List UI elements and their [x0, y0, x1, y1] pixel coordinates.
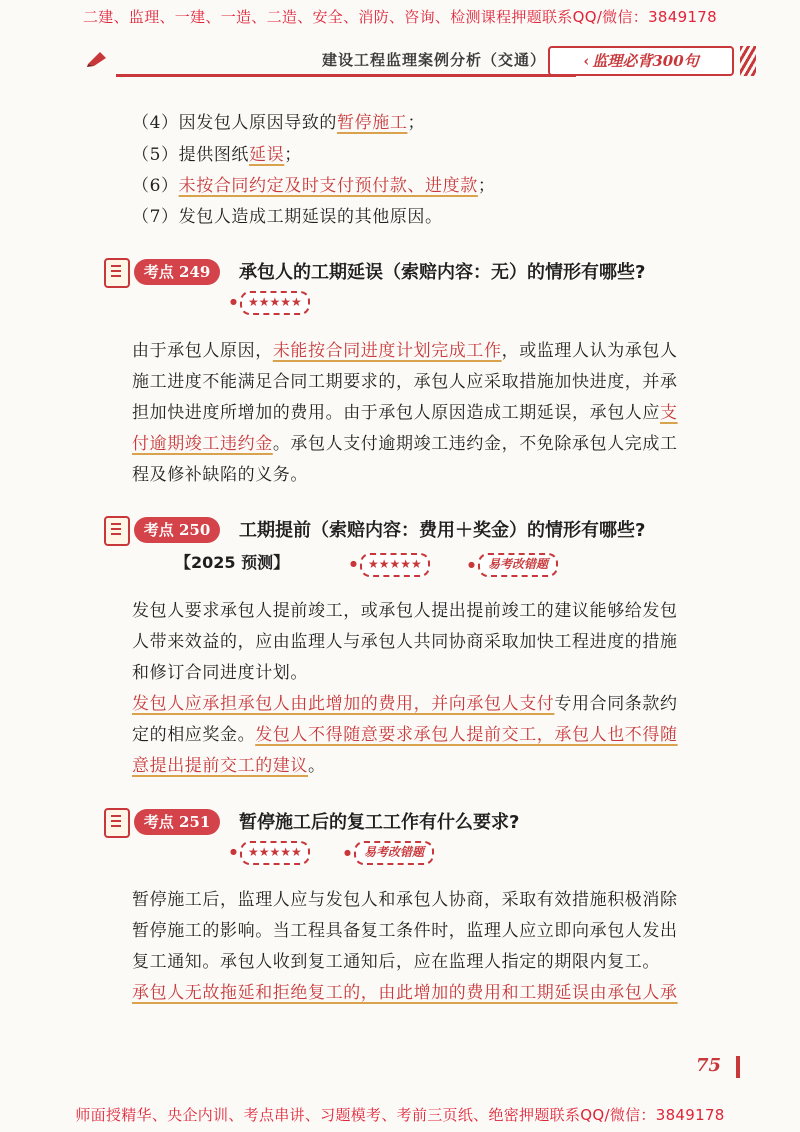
- key-point-badge: 考点 249: [134, 259, 220, 285]
- header-rule: [116, 74, 576, 77]
- paragraph-line: 人带来效益的，应由监理人与承包人共同协商采取加快工程进度的措施: [132, 632, 678, 652]
- importance-stars: ● ★★★★★: [360, 553, 430, 577]
- section-tag-label: 监理必背300句: [592, 52, 699, 70]
- paragraph-line: 和修订合同进度计划。: [132, 663, 308, 683]
- page-header: [86, 46, 746, 78]
- key-point-question: 暂停施工后的复工工作有什么要求?: [239, 812, 520, 833]
- page-number: 75: [696, 1055, 722, 1076]
- bottom-banner: 师面授精华、央企内训、考点串讲、习题模考、考前三页纸、绝密押题联系QQ/微信：3849178: [75, 1106, 725, 1124]
- prediction-tag: 【2025 预测】: [175, 553, 290, 572]
- pen-icon: [86, 50, 110, 68]
- paragraph-line: 暂停施工的影响。当工程具备复工条件时，监理人应立即向承包人发出: [132, 921, 678, 941]
- key-point-badge: 考点 251: [134, 809, 220, 835]
- header-stripes: [740, 46, 756, 76]
- notebook-icon: [104, 808, 130, 838]
- error-prone-tag: ● 易考改错题: [354, 841, 434, 865]
- notebook-icon: [104, 258, 130, 288]
- importance-stars: ● ★★★★★: [240, 841, 310, 865]
- paragraph-line: 付逾期竣工违约金。承包人支付逾期竣工违约金，不免除承包人完成工: [132, 434, 678, 454]
- chevron-left-icon: ‹: [583, 52, 590, 70]
- page-number-bar: [736, 1056, 740, 1078]
- list-item: （6）未按合同约定及时支付预付款、进度款；: [132, 176, 496, 196]
- paragraph-line: 发包人要求承包人提前竣工，或承包人提出提前竣工的建议能够给发包: [132, 601, 678, 621]
- book-title: 建设工程监理案例分析（交通）: [321, 51, 546, 69]
- paragraph-line: 复工通知。承包人收到复工通知后，应在监理人指定的期限内复工。: [132, 952, 660, 972]
- key-point-question: 工期提前（索赔内容：费用＋奖金）的情形有哪些?: [239, 520, 646, 541]
- paragraph-line: 由于承包人原因，未能按合同进度计划完成工作，或监理人认为承包人: [132, 341, 678, 361]
- paragraph-line: 承包人无故拖延和拒绝复工的，由此增加的费用和工期延误由承包人承: [132, 983, 678, 1003]
- top-banner: 二建、监理、一建、一造、二造、安全、消防、咨询、检测课程押题联系QQ/微信：3849178: [83, 8, 717, 26]
- importance-stars: ● ★★★★★: [240, 291, 310, 315]
- section-tag: [548, 46, 734, 76]
- paragraph-line: 担加快进度所增加的费用。由于承包人原因造成工期延误，承包人应支: [132, 403, 678, 423]
- notebook-icon: [104, 516, 130, 546]
- key-point-badge: 考点 250: [134, 517, 220, 543]
- paragraph-line: 定的相应奖金。发包人不得随意要求承包人提前交工，承包人也不得随: [132, 725, 678, 745]
- paragraph-line: 暂停施工后，监理人应与发包人和承包人协商，采取有效措施积极消除: [132, 890, 678, 910]
- paragraph-line: 施工进度不能满足合同工期要求的，承包人应采取措施加快进度，并承: [132, 372, 678, 392]
- list-item: （4）因发包人原因导致的暂停施工；: [132, 113, 426, 133]
- list-item: （7）发包人造成工期延误的其他原因。: [132, 207, 443, 227]
- paragraph-line: 程及修补缺陷的义务。: [132, 465, 308, 485]
- key-point-question: 承包人的工期延误（索赔内容：无）的情形有哪些?: [239, 262, 646, 283]
- paragraph-line: 发包人应承担承包人由此增加的费用，并向承包人支付专用合同条款约: [132, 694, 678, 714]
- error-prone-tag: ● 易考改错题: [478, 553, 558, 577]
- paragraph-line: 意提出提前交工的建议。: [132, 756, 326, 776]
- list-item: （5）提供图纸延误；: [132, 145, 302, 165]
